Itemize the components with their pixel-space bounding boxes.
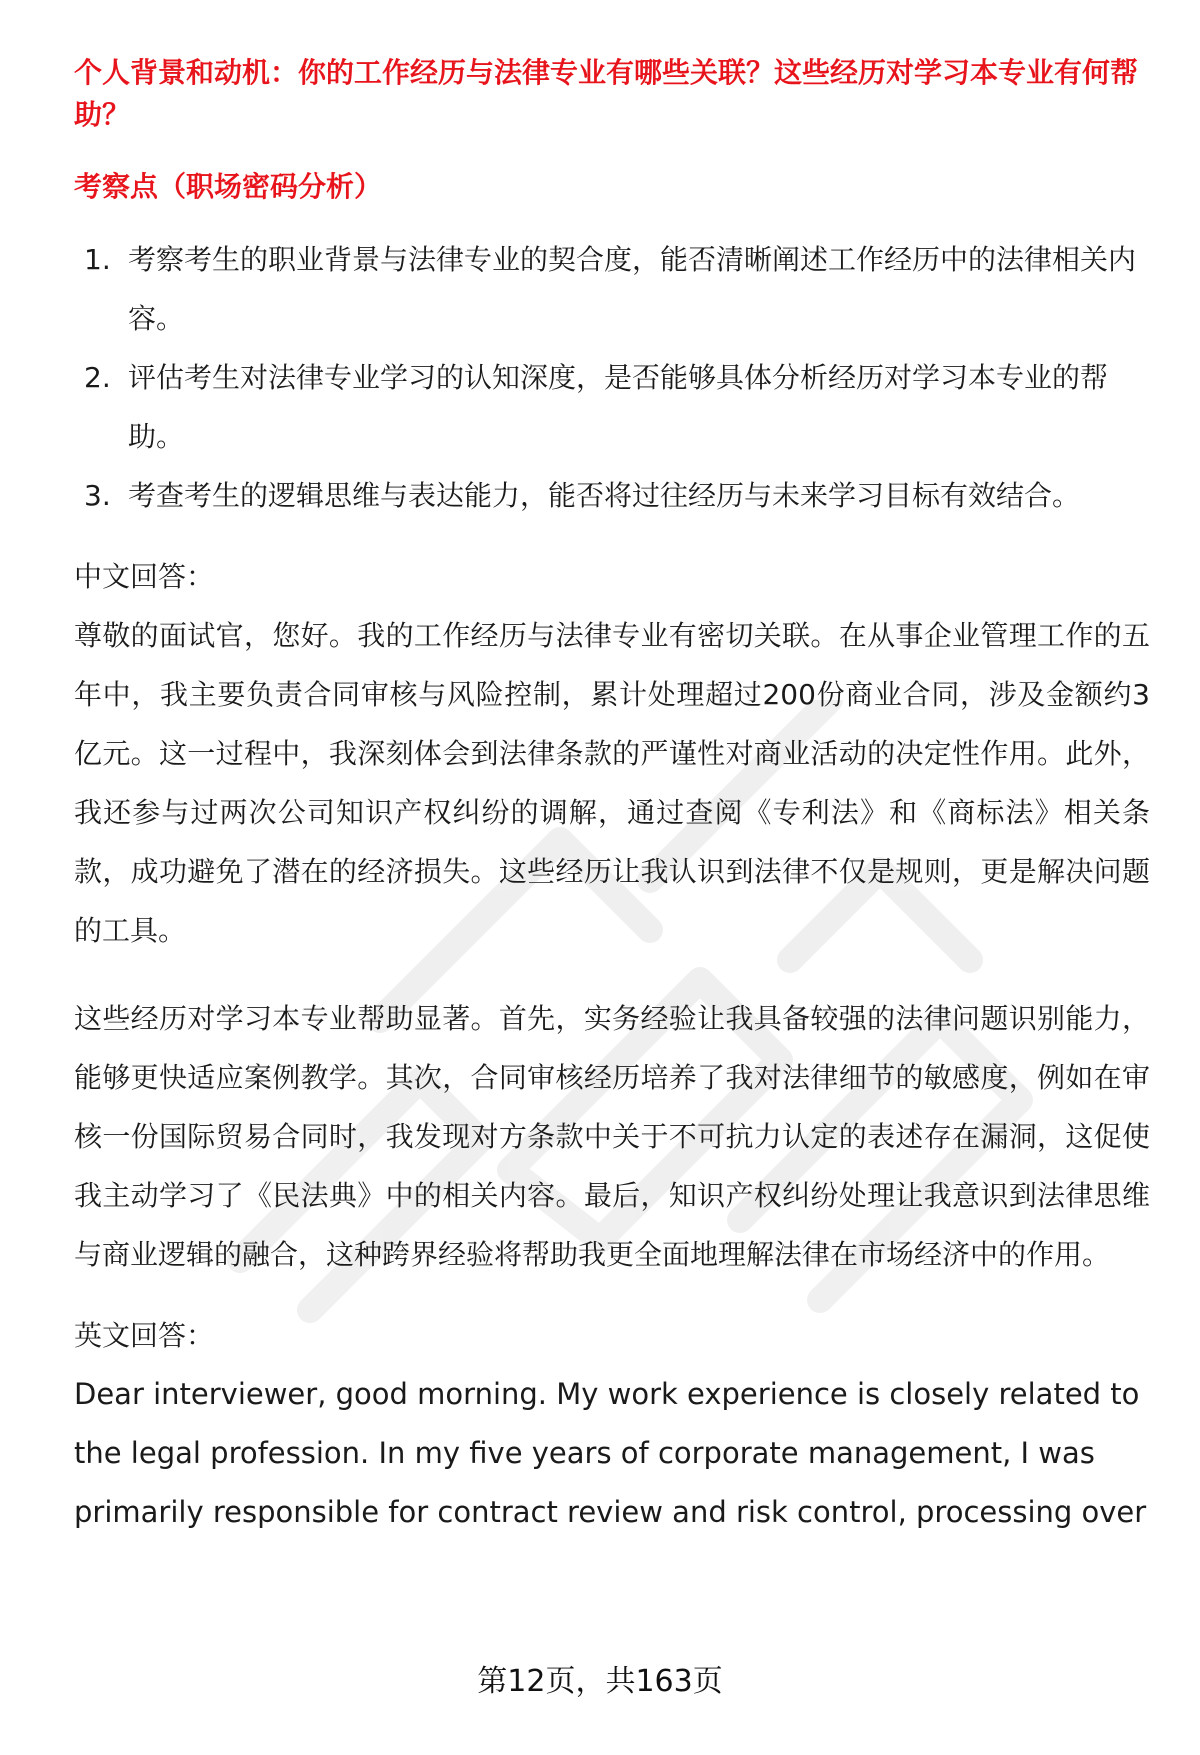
english-answer-label: 英文回答： — [74, 1319, 215, 1352]
chinese-answer-paragraph: 尊敬的面试官，您好。我的工作经历与法律专业有密切关联。在从事企业管理工作的五年中，我主要负责合同审核与风险控制，累计处理超过200份商业合同，涉及金额约3亿元。这一过程中，我深刻体会到法律条款的严谨性对商业活动的决定性作用。此外，我还参与过两次公司知识产权纠纷的调解，通过查阅《专利法》和《商标法》相关条款，成功避免了潜在的经济损失。这些经历让我认识到法律不仅是规则，更是解决问题的工具。 — [74, 619, 1150, 947]
section-title: 考察点（职场密码分析） — [74, 170, 383, 203]
chinese-answer-label: 中文回答： — [74, 560, 215, 593]
document-page — [74, 52, 1150, 1542]
list-item — [74, 230, 1150, 348]
list-item-text: 评估考生对法律专业学习的认知深度，是否能够具体分析经历对学习本专业的帮助。 — [128, 361, 1109, 453]
chinese-answer-paragraph: 这些经历对学习本专业帮助显著。首先，实务经验让我具备较强的法律问题识别能力，能够更快适应案例教学。其次，合同审核经历培养了我对法律细节的敏感度，例如在审核一份国际贸易合同时，我发现对方条款中关于不可抗力认定的表述存在漏洞，这促使我主动学习了《民法典》中的相关内容。最后，知识产权纠纷处理让我意识到法律思维与商业逻辑的融合，这种跨界经验将帮助我更全面地理解法律在市场经济中的作用。 — [74, 1002, 1150, 1271]
english-answer-paragraph: Dear interviewer, good morning. My work experience is closely related to the legal profession. In my five years of corporate management, I was primarily responsible for contract review and risk control, processing over — [74, 1377, 1147, 1529]
list-number: 1. — [84, 243, 111, 276]
list-number: 2. — [84, 361, 111, 394]
page-footer: 第12页，共163页 — [477, 1664, 723, 1699]
assessment-points-list — [74, 230, 1150, 525]
list-item — [74, 466, 1150, 525]
list-number: 3. — [84, 479, 111, 512]
list-item-text: 考查考生的逻辑思维与表达能力，能否将过往经历与未来学习目标有效结合。 — [128, 479, 1081, 512]
question-heading: 个人背景和动机：你的工作经历与法律专业有哪些关联？这些经历对学习本专业有何帮助？ — [74, 56, 1139, 131]
list-item — [74, 348, 1150, 466]
list-item-text: 考察考生的职业背景与法律专业的契合度，能否清晰阐述工作经历中的法律相关内容。 — [128, 243, 1137, 335]
